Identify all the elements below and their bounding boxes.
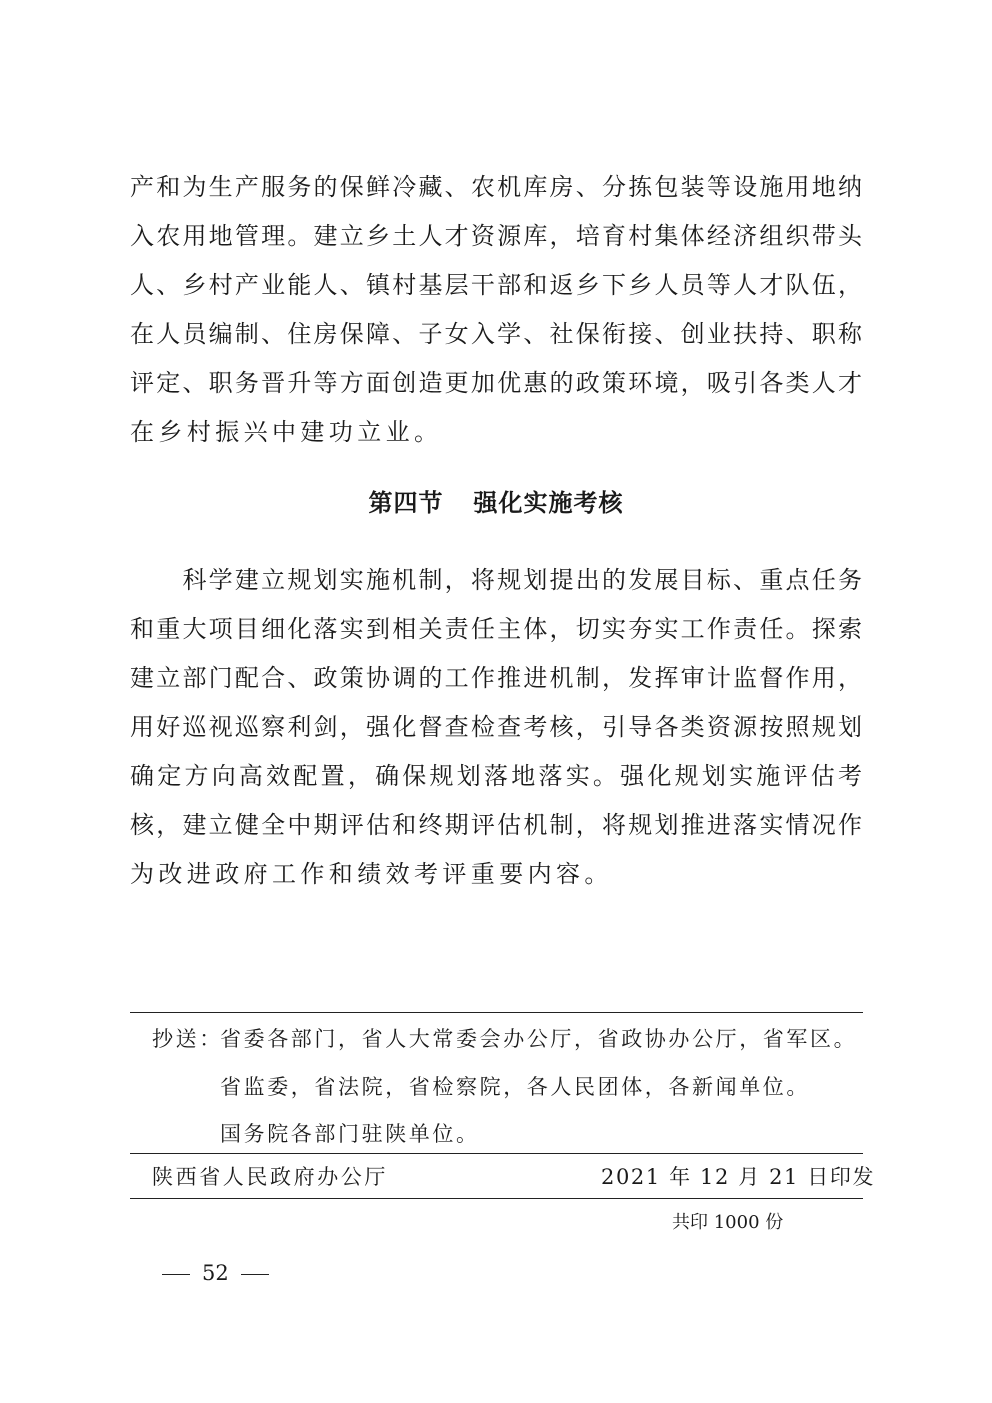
- body-text-line: 评定、职务晋升等方面创造更加优惠的政策环境，吸引各类人才: [130, 369, 862, 397]
- body-text-line: 用好巡视巡察利剑，强化督查检查考核，引导各类资源按照规划: [130, 713, 862, 741]
- section-heading: [0, 488, 992, 518]
- body-text-line: 核，建立健全中期评估和终期评估机制，将规划推进落实情况作: [130, 811, 862, 839]
- body-text-line: 为改进政府工作和绩效考评重要内容。: [130, 860, 613, 888]
- cc-recipients-line: 国务院各部门驻陕单位。: [220, 1122, 480, 1146]
- page-number-dash: [241, 1274, 269, 1275]
- middle-divider: [130, 1153, 863, 1154]
- issuing-office: 陕西省人民政府办公厅: [152, 1165, 388, 1189]
- cc-recipients-line: 省委各部门，省人大常委会办公厅，省政协办公厅，省军区。: [220, 1027, 858, 1051]
- body-text-line: 科学建立规划实施机制，将规划提出的发展目标、重点任务: [130, 566, 862, 594]
- page-number-dash: [162, 1274, 190, 1275]
- print-count: 共印 1000 份: [672, 1212, 784, 1233]
- body-text-line: 人、乡村产业能人、镇村基层干部和返乡下乡人员等人才队伍，: [130, 271, 862, 299]
- cc-label: 抄送：: [152, 1027, 223, 1051]
- body-text-line: 产和为生产服务的保鲜冷藏、农机库房、分拣包装等设施用地纳: [130, 173, 862, 201]
- body-text-line: 入农用地管理。建立乡土人才资源库，培育村集体经济组织带头: [130, 222, 862, 250]
- body-text-line: 建立部门配合、政策协调的工作推进机制，发挥审计监督作用，: [130, 664, 862, 692]
- body-text-line: 确定方向高效配置，确保规划落地落实。强化规划实施评估考: [130, 762, 862, 790]
- section-number: 第四节: [368, 489, 444, 517]
- cc-recipients-line: 省监委，省法院，省检察院，各人民团体，各新闻单位。: [220, 1075, 810, 1099]
- bottom-divider: [130, 1198, 863, 1199]
- page-number: [150, 1260, 281, 1286]
- section-title: 强化实施考核: [473, 489, 624, 517]
- top-divider: [130, 1012, 863, 1013]
- body-text-line: 和重大项目细化落实到相关责任主体，切实夯实工作责任。探索: [130, 615, 862, 643]
- body-text-line: 在乡村振兴中建功立业。: [130, 418, 443, 446]
- page-number-value: 52: [202, 1261, 229, 1285]
- body-text-line: 在人员编制、住房保障、子女入学、社保衔接、创业扶持、职称: [130, 320, 862, 348]
- issue-date: 2021 年 12 月 21 日印发: [601, 1165, 876, 1189]
